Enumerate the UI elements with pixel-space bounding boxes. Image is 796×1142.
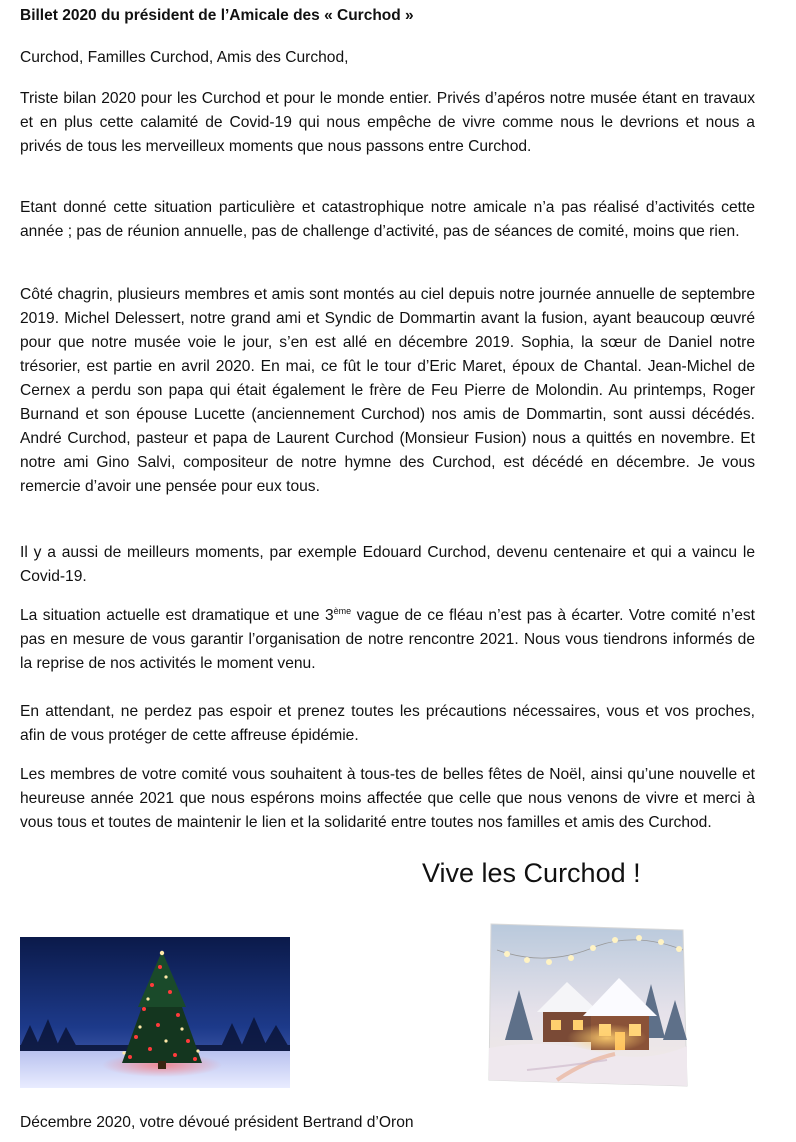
christmas-tree-image — [20, 937, 290, 1088]
paragraph-attendant: En attendant, ne perdez pas espoir et prenez toutes les précautions nécessaires, vous et vos proches, afin de vous protéger de cette affreuse épidémie. — [20, 703, 755, 744]
snowy-village-image — [487, 920, 690, 1090]
paragraph-activites: Etant donné cette situation particulière et catastrophique notre amicale n’a pas réalisé d’activités cette année ; pas de réunion annuelle, pas de challenge d’activité, pas de séances de comité, moins que rien. — [20, 199, 755, 240]
vive-les-curchod: Vive les Curchod ! — [422, 858, 641, 888]
greeting: Curchod, Familles Curchod, Amis des Curchod, — [20, 49, 349, 66]
signature-line: Décembre 2020, votre dévoué président Bertrand d’Oron — [20, 1114, 414, 1131]
superscript-eme: ème — [333, 605, 352, 616]
paragraph-situation-start: La situation actuelle est dramatique et une 3 — [20, 607, 334, 624]
letter-title: Billet 2020 du président de l’Amicale des « Curchod » — [20, 7, 414, 24]
paragraph-chagrin: Côté chagrin, plusieurs membres et amis sont montés au ciel depuis notre journée annuelle de septembre 2019. Michel Delessert, notre grand ami et Syndic de Dommartin avant la fusion, ayant beaucoup œuvré pour que notre musée voie le jour, s’en est allé en décembre 2019. Sophia, la sœur de Daniel notre trésorier, est partie en avril 2020. En mai, ce fût le tour d’Eric Maret, époux de Chantal. Jean-Michel de Cernex a perdu son papa qui était également le frère de Feu Pierre de Molondin. Au printemps, Roger Burnand et son épouse Lucette (anciennement Curchod) nos amis de Dommartin, sont aussi décédés. André Curchod, pasteur et papa de Laurent Curchod (Monsieur Fusion) nous a quittés en novembre. Et notre ami Gino Salvi, compositeur de notre hymne des Curchod, est décédé en décembre. Je vous remercie d’avoir une pensée pour eux tous. — [20, 286, 755, 495]
paragraph-bilan: Triste bilan 2020 pour les Curchod et pour le monde entier. Privés d’apéros notre musée étant en travaux et en plus cette calamité de Covid-19 qui nous empêche de vivre comme nous le devrions et nous a privés de tous les merveilleux moments que nous passons entre Curchod. — [20, 90, 755, 155]
paragraph-situation-end: vague de ce fléau n’est pas à écarter. Votre comité n’est pas en mesure de vous garantir l’organisation de notre rencontre 2021. Nous vous tiendrons informés de la reprise de nos activités le moment venu. — [20, 607, 755, 672]
paragraph-meilleurs-moments: Il y a aussi de meilleurs moments, par exemple Edouard Curchod, devenu centenaire et qui a vaincu le Covid-19. — [20, 544, 755, 585]
paragraph-voeux: Les membres de votre comité vous souhaitent à tous-tes de belles fêtes de Noël, ainsi qu’une nouvelle et heureuse année 2021 que nous espérons moins affectée que celle que nous venons de vivre et merci à vous tous et toutes de maintenir le lien et la solidarité entre toutes nos familles et amis des Curchod. — [20, 766, 755, 831]
paragraph-situation — [20, 604, 755, 676]
